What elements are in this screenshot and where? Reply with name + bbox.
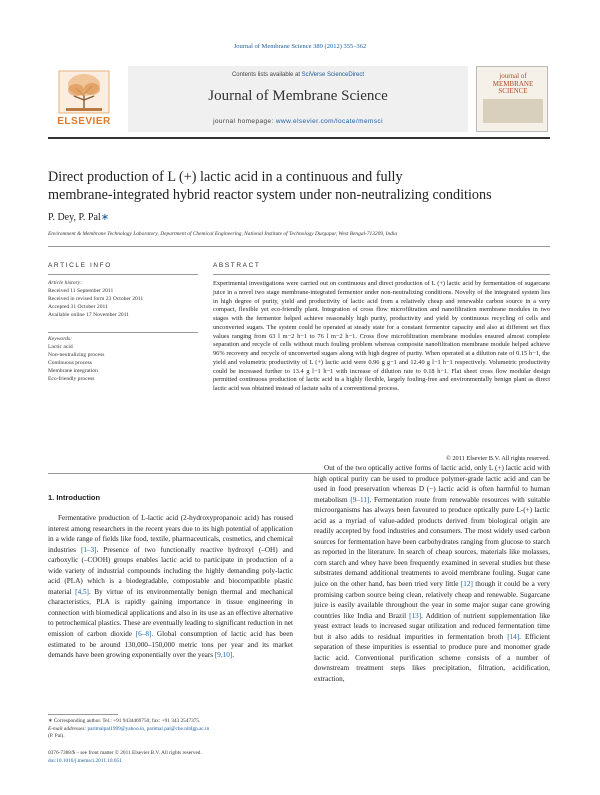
keyword: Continuous process: [48, 360, 92, 366]
history-revised: Received in revised form 23 October 2011: [48, 296, 144, 302]
citation-link[interactable]: [9–11]: [350, 495, 370, 504]
cover-graphic: [483, 99, 543, 123]
text-run: . By virtue of its environmentally benign thermal and mechanical characteristics, PLA is rapidly gaining importance in tissue engineering in connection with biomedical applications and also in its use as an effective alternative to petrochemical plastics. These are eventually leading to significant reduction in net emission of carbon dioxide: [48, 587, 293, 639]
contents-prefix: Contents lists available at: [231, 72, 302, 78]
elsevier-tree-icon: [58, 70, 110, 114]
footnote-divider: [48, 714, 118, 715]
journal-banner: [128, 66, 468, 132]
abstract-heading: ABSTRACT: [213, 262, 261, 269]
email-label: E-mail addresses:: [48, 725, 88, 732]
journal-citation: Journal of Membrane Science 389 (2012) 355–362: [233, 43, 367, 50]
text-run: .: [232, 651, 235, 660]
homepage-link[interactable]: www.elsevier.com/locate/memsci: [275, 118, 383, 125]
issn-line: 0376-7388/$ – see front matter © 2011 Elsevier B.V. All rights reserved.: [48, 750, 202, 756]
text-run: Fermentative production of L-lactic acid (2-hydroxypropanoic acid) has roused interest among researchers in the recent years due to its high potential of application in a wide range of fields like food, textile, pharmaceuticals, cosmetics, and chemical industries: [48, 514, 293, 554]
citation-link[interactable]: [6–8]: [135, 630, 152, 639]
text-run: . Efficient separation of these impurities is essential to produce pure and monomer grade lactic acid. Conventional purification scheme consists of a number of downstream treatment steps likes precipitation, filtration, acidification, extraction,: [314, 632, 551, 683]
article-title: [48, 168, 558, 204]
keywords: [48, 335, 198, 383]
author-list: [48, 212, 109, 223]
citation-link[interactable]: [4,5]: [75, 587, 89, 596]
contents-availability: [128, 72, 468, 78]
keyword: Lactic acid: [48, 344, 73, 350]
intro-paragraph: [48, 513, 293, 661]
citation-link[interactable]: [13]: [409, 611, 422, 620]
keywords-divider: [48, 332, 198, 333]
email-links[interactable]: parimalpal1999@yahoo.in, parimal.pal@che.nitdgp.ac.in: [87, 725, 210, 732]
email-note: [48, 726, 303, 734]
abstract-text: Experimental investigations were carried out on continuous and direct production of L (+) lactic acid by fermentation of sugarcane juice in a novel two stage membrane-integrated fermentor under non-neutralizing conditions. Novelty of the integrated system lies in high degree of purity, yield and productivity of lactic acid from a relatively cheap and renewable carbon source in a very compact, flexible yet eco-friendly plant. Integration of cross flow microfiltration and nanofiltration membrane modules in two stages with the fermentor helped achieve reasonably high purity, productivity and yield by continuous recycling of cells and unconverted sugars. The system could be operated at steady state for a constant fermentor capacity and also at different set flux values ranging from 63 l m−2 h−1 to 76 l m−2 h−1. Cross flow microfiltration membrane modules ensured almost complete separation and recycle of cells without much fouling problem whereas composite nanofiltration membrane module helped achieve 96% recovery and recycle of unconverted sugars along with high degree of purity. When operated at a dilution rate of 0.15 h−1, the yield and volumetric productivity of L (+) lactic acid were 0.96 g g−1 and 12.40 g l−1 h−1 respectively. Volumetric productivity could be increased further to 13.4 g l−1 h−1 with increase of dilution rate to 0.18 h−1. Flat sheet cross flow modular design permitted continuous production of lactic acid in a highly flexible, largely fouling-free and environmentally benign plant as direct lactic acid was obtained instead of lactate salts of a conventional process.: [213, 280, 550, 392]
text-run: . Presence of two functionally reactive hydroxyl (–OH) and carboxylic (–COOH) groups enables lactic acid to participate in production of a wide variety of industrial compounds including the highly demanding poly-lactic acid (PLA) which is a biodegradable, compostable and biocompatible plastic material: [48, 545, 293, 596]
doi-link[interactable]: doi:10.1016/j.memsci.2011.10.051: [48, 757, 122, 764]
affiliation-divider: [48, 246, 550, 247]
article-info-divider: [48, 274, 198, 275]
issn-block: [48, 750, 303, 765]
corresponding-author-note: ∗ Corresponding author. Tel.: +91 9434469750; fax: +91 343 2547375.: [48, 718, 201, 724]
keyword: Non-neutralizing process: [48, 352, 105, 358]
intro-left-column: [48, 513, 293, 661]
citation-link[interactable]: [14]: [507, 632, 520, 641]
history-received: Received 11 September 2011: [48, 288, 114, 294]
sciencedirect-link[interactable]: SciVerse ScienceDirect: [301, 72, 365, 78]
keyword: Membrane integration: [48, 368, 98, 374]
history-accepted: Accepted 31 October 2011: [48, 304, 108, 310]
footnote: [48, 718, 303, 741]
citation-link[interactable]: [1–3]: [80, 545, 97, 554]
history-online: Available online 17 November 2011: [48, 312, 130, 318]
history-label: Article history:: [48, 280, 83, 286]
text-run: though it could be a very promising carbon source being clean, relatively cheap and renewable. Sugarcane juice is easily available throughout the year in some major sugar cane growing countries like India and Brazil: [314, 580, 550, 620]
citation-link[interactable]: [9,10]: [214, 651, 233, 660]
text-run: Out of the two optically active forms of lactic acid, only L (+) lactic acid with high optical purity can be used to produce polymer-grade lactic acid and can be used in food preservation whereas D (−) lactic acid is often harmful to human metabolism: [314, 464, 550, 504]
email-suffix: (P. Pal).: [48, 733, 65, 739]
text-run: . Fermentation route from renewable resources with suitable microorganisms has always been favoured to produce optically pure L-(+) lactic acid as a myriad of value-added products derived from biological origin are readily accepted by food industries and consumers. The most widely used carbon sources for fermentation have been carbohydrates ranging from glucose to starch as reported in the literature. In search of cheap sources, materials like molasses, corn starch and whey have been frequently examined in several studies but these substrates demand additional treatments to avoid membrane fouling. Sugar cane juice on the other hand, has been tried very little: [314, 495, 550, 589]
elsevier-logo: [48, 66, 120, 134]
article-history: [48, 279, 198, 319]
introduction-heading: 1. Introduction: [48, 493, 101, 502]
text-run: . Addition of nutrient supplementation like yeast extract leads to increased sugar utilization and reduced fermentation time but it also adds to residual impurities in fermentation broth: [314, 611, 550, 641]
corresponding-author-mark[interactable]: ∗: [100, 212, 110, 223]
article-info-heading: ARTICLE INFO: [48, 262, 112, 269]
text-run: . Global consumption of lactic acid has been estimated to be around 130,000–150,000 metric tons per year and its market demands have been growing exponentially over the years: [48, 630, 293, 660]
elsevier-wordmark: ELSEVIER: [57, 116, 111, 127]
article-title-line2: membrane-integrated hybrid reactor system under non-neutralizing conditions: [48, 187, 492, 203]
article-title-line1: Direct production of L (+) lactic acid in a continuous and fully: [48, 169, 403, 185]
affiliation: Environment & Membrane Technology Laboratory, Department of Chemical Engineering, National Institute of Technology Durgapur, West Bengal-713209, India: [48, 231, 398, 237]
cover-title: journal of MEMBRANE SCIENCE: [492, 72, 534, 96]
journal-header: [48, 66, 550, 134]
keyword: Eco-friendly process: [48, 376, 95, 382]
intro-right-column: [314, 463, 550, 684]
journal-homepage: [128, 118, 468, 125]
journal-cover-thumbnail: [476, 66, 548, 132]
homepage-prefix: journal homepage:: [213, 118, 276, 125]
journal-title: Journal of Membrane Science: [208, 88, 388, 104]
authors-text: P. Dey, P. Pal: [48, 212, 101, 223]
abstract-divider: [213, 274, 550, 275]
citation-link[interactable]: [12]: [460, 580, 473, 589]
keywords-label: Keywords:: [48, 336, 73, 342]
header-divider: [48, 137, 550, 139]
copyright-notice: © 2011 Elsevier B.V. All rights reserved.: [445, 455, 550, 462]
intro-paragraph: [314, 463, 550, 684]
